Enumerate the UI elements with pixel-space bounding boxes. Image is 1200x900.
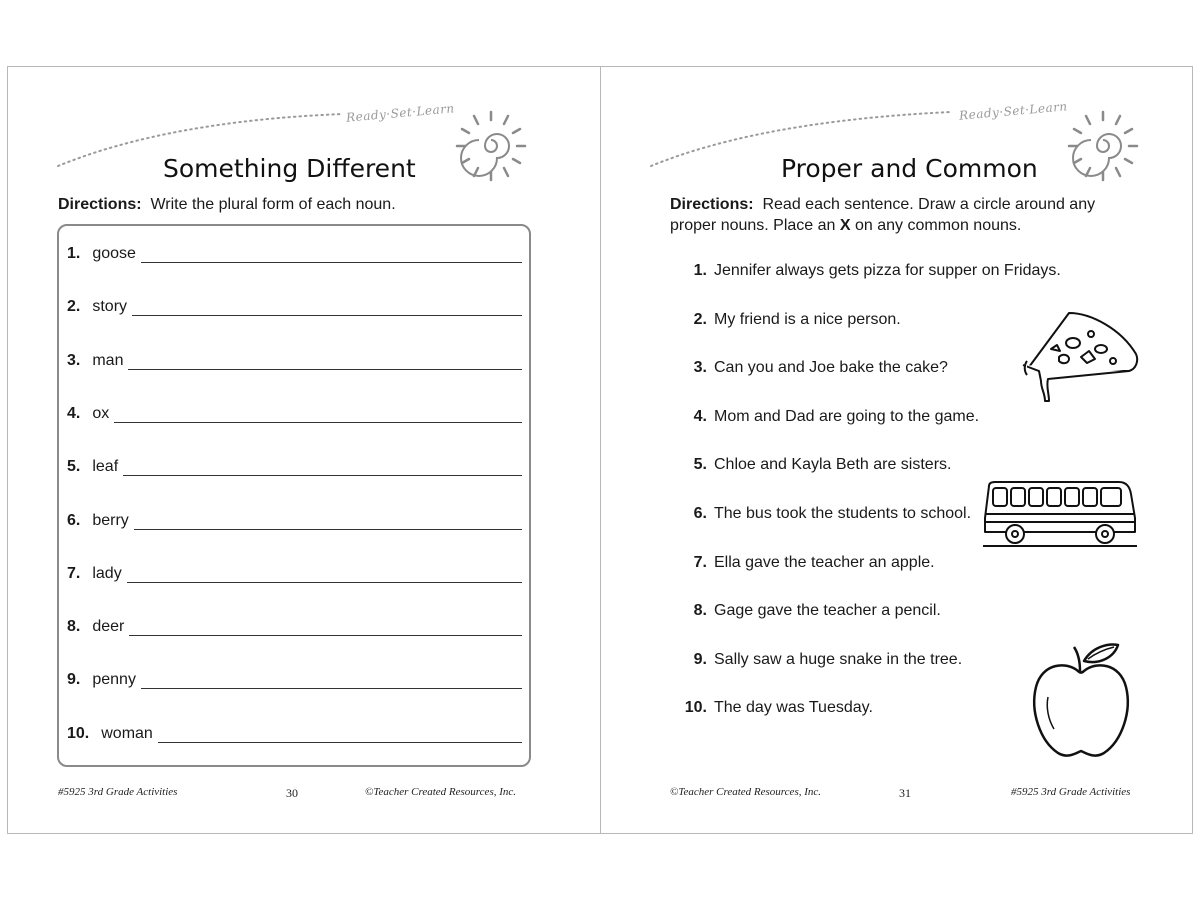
sentence-text: The bus took the students to school. <box>714 505 972 522</box>
sentence-item <box>671 408 979 426</box>
answer-line[interactable] <box>123 461 522 476</box>
item-number: 2. <box>693 310 707 328</box>
sentence-text: My friend is a nice person. <box>714 310 901 328</box>
item-number: 6. <box>67 511 81 529</box>
noun-item <box>67 667 522 689</box>
sentence-text: The day was Tuesday. <box>714 699 873 717</box>
noun-word: leaf <box>92 458 119 476</box>
noun-item <box>67 454 522 476</box>
sentence-item <box>671 651 962 669</box>
dotted-arc-decoration <box>8 66 600 206</box>
noun-word: ox <box>92 404 110 422</box>
noun-word: lady <box>92 564 122 582</box>
directions-bold-x: X <box>839 217 851 234</box>
item-number: 3. <box>67 351 81 369</box>
noun-word: deer <box>92 618 125 636</box>
directions <box>670 194 1140 236</box>
item-number: 10. <box>67 724 90 742</box>
directions-text: Write the plural form of each noun. <box>150 196 396 213</box>
item-number: 1. <box>67 245 81 262</box>
answer-line[interactable] <box>132 301 522 316</box>
sentence-item <box>671 602 941 620</box>
noun-item <box>67 241 522 263</box>
answer-line[interactable] <box>114 408 522 423</box>
item-number: 7. <box>67 564 81 582</box>
answer-line[interactable] <box>158 728 522 743</box>
brand-logo-text: Ready·Set·Learn <box>345 101 456 125</box>
sun-icon <box>457 112 525 180</box>
sentence-text: Sally saw a huge snake in the tree. <box>714 650 963 668</box>
left-page <box>8 66 600 834</box>
sentence-text: Can you and Joe bake the cake? <box>714 359 948 377</box>
sentence-text: Gage gave the teacher a pencil. <box>714 602 941 620</box>
apple-icon <box>1026 641 1136 761</box>
answer-line[interactable] <box>127 568 522 583</box>
item-number: 2. <box>67 298 81 316</box>
dotted-arc-decoration <box>601 66 1193 206</box>
item-number: 1. <box>693 262 707 279</box>
noun-item <box>67 348 522 370</box>
item-number: 10. <box>684 699 707 717</box>
item-number: 6. <box>693 505 707 522</box>
footer-left: #5925 3rd Grade Activities <box>58 786 178 798</box>
page-title: Proper and Common <box>781 154 1038 183</box>
sentence-item <box>671 699 873 717</box>
sentence-item <box>671 262 1061 280</box>
answer-line[interactable] <box>141 248 522 263</box>
item-number: 9. <box>693 650 707 668</box>
item-number: 3. <box>693 359 707 377</box>
noun-item <box>67 294 522 316</box>
item-number: 8. <box>693 602 707 620</box>
sentence-item <box>671 311 901 329</box>
sentence-text: Jennifer always gets pizza for supper on Fridays. <box>714 262 1061 279</box>
item-number: 5. <box>693 456 707 474</box>
answer-line[interactable] <box>128 355 522 370</box>
noun-word: man <box>92 351 124 369</box>
page-number: 31 <box>899 786 911 800</box>
school-bus-icon <box>981 478 1141 550</box>
sentence-text: Ella gave the teacher an apple. <box>714 553 935 571</box>
sentence-text: Chloe and Kayla Beth are sisters. <box>714 456 952 474</box>
noun-item <box>67 561 522 583</box>
directions-text: Read each sentence. Draw a circle around any proper nouns. Place an <box>670 196 1096 234</box>
directions <box>58 194 396 215</box>
sentence-item <box>671 554 935 572</box>
item-number: 8. <box>67 618 81 636</box>
noun-item <box>67 508 522 530</box>
sentence-item <box>671 456 951 474</box>
sun-icon <box>1069 112 1137 180</box>
directions-text-end: on any common nouns. <box>850 217 1022 234</box>
noun-item <box>67 614 522 636</box>
sentence-text: Mom and Dad are going to the game. <box>714 407 980 425</box>
footer-right: #5925 3rd Grade Activities <box>1011 786 1131 798</box>
noun-word: berry <box>92 511 129 529</box>
footer-left: ©Teacher Created Resources, Inc. <box>670 786 822 798</box>
page-number: 30 <box>286 786 298 800</box>
item-number: 4. <box>67 404 81 422</box>
directions-label: Directions: <box>58 196 142 213</box>
noun-item <box>67 721 522 743</box>
item-number: 9. <box>67 671 81 689</box>
noun-word: story <box>92 298 128 316</box>
item-number: 4. <box>693 407 707 425</box>
sentence-item <box>671 505 971 523</box>
noun-item <box>67 401 522 423</box>
noun-word: goose <box>92 245 136 262</box>
page-title: Something Different <box>163 154 416 183</box>
answer-line[interactable] <box>134 515 522 530</box>
noun-word: woman <box>101 724 153 742</box>
directions-label: Directions: <box>670 196 754 213</box>
item-number: 7. <box>693 553 707 571</box>
answer-line[interactable] <box>141 674 522 689</box>
item-number: 5. <box>67 458 81 476</box>
answer-line[interactable] <box>129 621 522 636</box>
sentence-item <box>671 359 948 377</box>
footer-right: ©Teacher Created Resources, Inc. <box>365 786 517 798</box>
noun-word: penny <box>92 671 136 689</box>
brand-logo-text: Ready·Set·Learn <box>958 99 1069 123</box>
pizza-slice-icon <box>1021 309 1141 405</box>
right-page <box>601 66 1193 834</box>
